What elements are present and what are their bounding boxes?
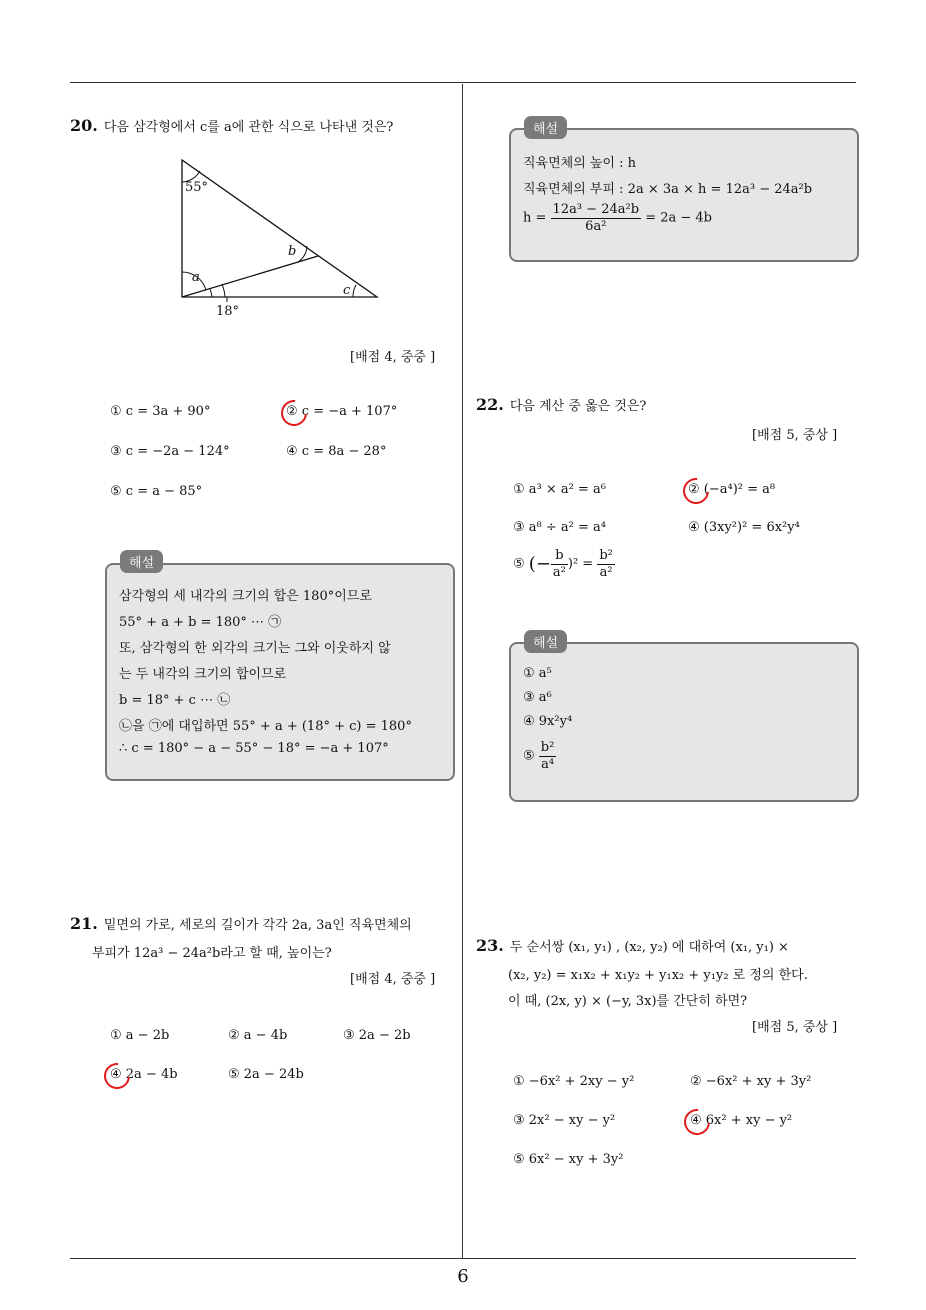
question-number: 22. [476,395,504,414]
score-label: [배점 4, 중중 ] [350,350,436,365]
fraction-denominator: a² [599,564,613,580]
solution-line: ㉡을 ㉠에 대입하면 55° + a + (18° + c) = 180° [119,719,412,734]
solution-line: ① a⁵ [523,666,552,681]
option-2[interactable]: ② c = −a + 107° [286,404,398,419]
solution-tag: 해설 [524,630,567,653]
bottom-rule [70,1258,856,1259]
fraction [597,548,615,580]
solution-line: 또, 삼각형의 한 외각의 크기는 그와 이웃하지 않 [119,641,391,656]
option-4[interactable]: ④ 6x² + xy − y² [690,1113,793,1128]
solution-line: ∴ c = 180° − a − 55° − 18° = −a + 107° [119,741,389,756]
score-label: [배점 5, 중상 ] [752,428,838,443]
fraction-rhs: = 2a − 4b [645,210,712,226]
option-2[interactable]: ② a − 4b [228,1028,288,1043]
answer-mark-circle [678,473,715,510]
option-5[interactable] [513,548,615,580]
option-marker: ⑤ [523,748,535,764]
question-number: 20. [70,116,98,135]
option-1[interactable]: ① a³ × a² = a⁶ [513,482,606,497]
option-5[interactable]: ⑤ 6x² − xy + 3y² [513,1152,624,1167]
question-text-line2: (x₂, y₂) = x₁x₂ + x₁y₂ + y₁x₂ + y₁y₂ 로 정의 한다. [508,968,808,983]
angle-label-55: 55° [185,180,209,195]
solution-line: 직육면체의 부피 : 2a × 3a × h = 12a³ − 24a²b [523,182,813,197]
triangle-figure [170,150,390,325]
option-4[interactable]: ④ 2a − 4b [110,1067,178,1082]
question-text-line2: 부피가 12a³ − 24a²b라고 할 때, 높이는? [92,946,332,961]
top-rule [70,82,856,83]
fraction-numerator: b [551,548,568,565]
question-22 [476,395,646,414]
score-label: [배점 5, 중상 ] [752,1020,838,1035]
option-3[interactable]: ③ 2x² − xy − y² [513,1113,616,1128]
solution-box [509,128,859,262]
solution-line: b = 18° + c ⋯ ㉡ [119,693,231,708]
option-5[interactable]: ⑤ 2a − 24b [228,1067,304,1082]
solution-box [105,563,455,781]
solution-line: ③ a⁶ [523,690,552,705]
solution-line: 는 두 내각의 크기의 합이므로 [119,667,287,682]
fraction-numerator: b² [540,740,555,755]
solution-line: 삼각형의 세 내각의 크기의 합은 180°이므로 [119,589,372,604]
option-3[interactable]: ③ a⁸ ÷ a² = a⁴ [513,520,606,535]
question-20 [70,116,393,135]
solution-box [509,642,859,802]
option-3[interactable]: ③ 2a − 2b [343,1028,411,1043]
fraction-numerator: b² [599,548,613,563]
fraction-denominator: a² [552,564,566,580]
page-number: 6 [457,1266,469,1287]
option-1[interactable]: ① −6x² + 2xy − y² [513,1074,635,1089]
answer-mark-circle [276,395,313,432]
angle-label-c: c [343,283,351,298]
solution-line: ④ 9x²y⁴ [523,714,573,729]
question-text: 두 순서쌍 (x₁, y₁) , (x₂, y₂) 에 대하여 (x₁, y₁) × [509,940,789,955]
fraction-lhs: h = [523,210,547,226]
solution-line [523,740,556,772]
fraction [551,202,642,234]
option-1[interactable]: ① c = 3a + 90° [110,404,211,419]
option-1[interactable]: ① a − 2b [110,1028,170,1043]
question-text: 다음 계산 중 옳은 것은? [509,399,647,414]
open-paren: (− [528,553,551,575]
fraction [539,740,557,772]
column-divider [462,84,463,1258]
solution-fraction-line [523,202,712,234]
solution-tag: 해설 [524,116,567,139]
solution-tag: 해설 [120,550,163,573]
score-label: [배점 4, 중중 ] [350,972,436,987]
option-2[interactable]: ② (−a⁴)² = a⁸ [688,482,776,497]
question-number: 23. [476,936,504,955]
question-number: 21. [70,914,98,933]
solution-line: 55° + a + b = 180° ⋯ ㉠ [119,615,282,630]
question-23 [476,936,789,955]
solution-line: 직육면체의 높이 : h [523,156,637,171]
option-4[interactable]: ④ c = 8a − 28° [286,444,387,459]
question-text: 밑면의 가로, 세로의 길이가 각각 2a, 3a인 직육면체의 [103,918,412,933]
angle-label-a: a [192,270,200,285]
option-marker: ⑤ [513,556,525,572]
fraction-denominator: 6a² [585,218,607,234]
fraction [551,548,568,580]
question-text: 다음 삼각형에서 c를 a에 관한 식으로 나타낸 것은? [103,120,394,135]
close-paren: )² = [567,556,594,572]
option-4[interactable]: ④ (3xy²)² = 6x²y⁴ [688,520,800,535]
question-21 [70,914,412,933]
fraction-denominator: a⁴ [541,756,555,772]
option-2[interactable]: ② −6x² + xy + 3y² [690,1074,812,1089]
angle-label-b: b [288,244,297,259]
fraction-numerator: 12a³ − 24a²b [552,202,640,217]
angle-label-18: 18° [216,304,240,319]
question-text-line3: 이 때, (2x, y) × (−y, 3x)를 간단히 하면? [508,994,748,1009]
answer-mark-circle [99,1058,136,1095]
option-5[interactable]: ⑤ c = a − 85° [110,484,203,499]
option-3[interactable]: ③ c = −2a − 124° [110,444,230,459]
answer-mark-circle [679,1104,716,1141]
